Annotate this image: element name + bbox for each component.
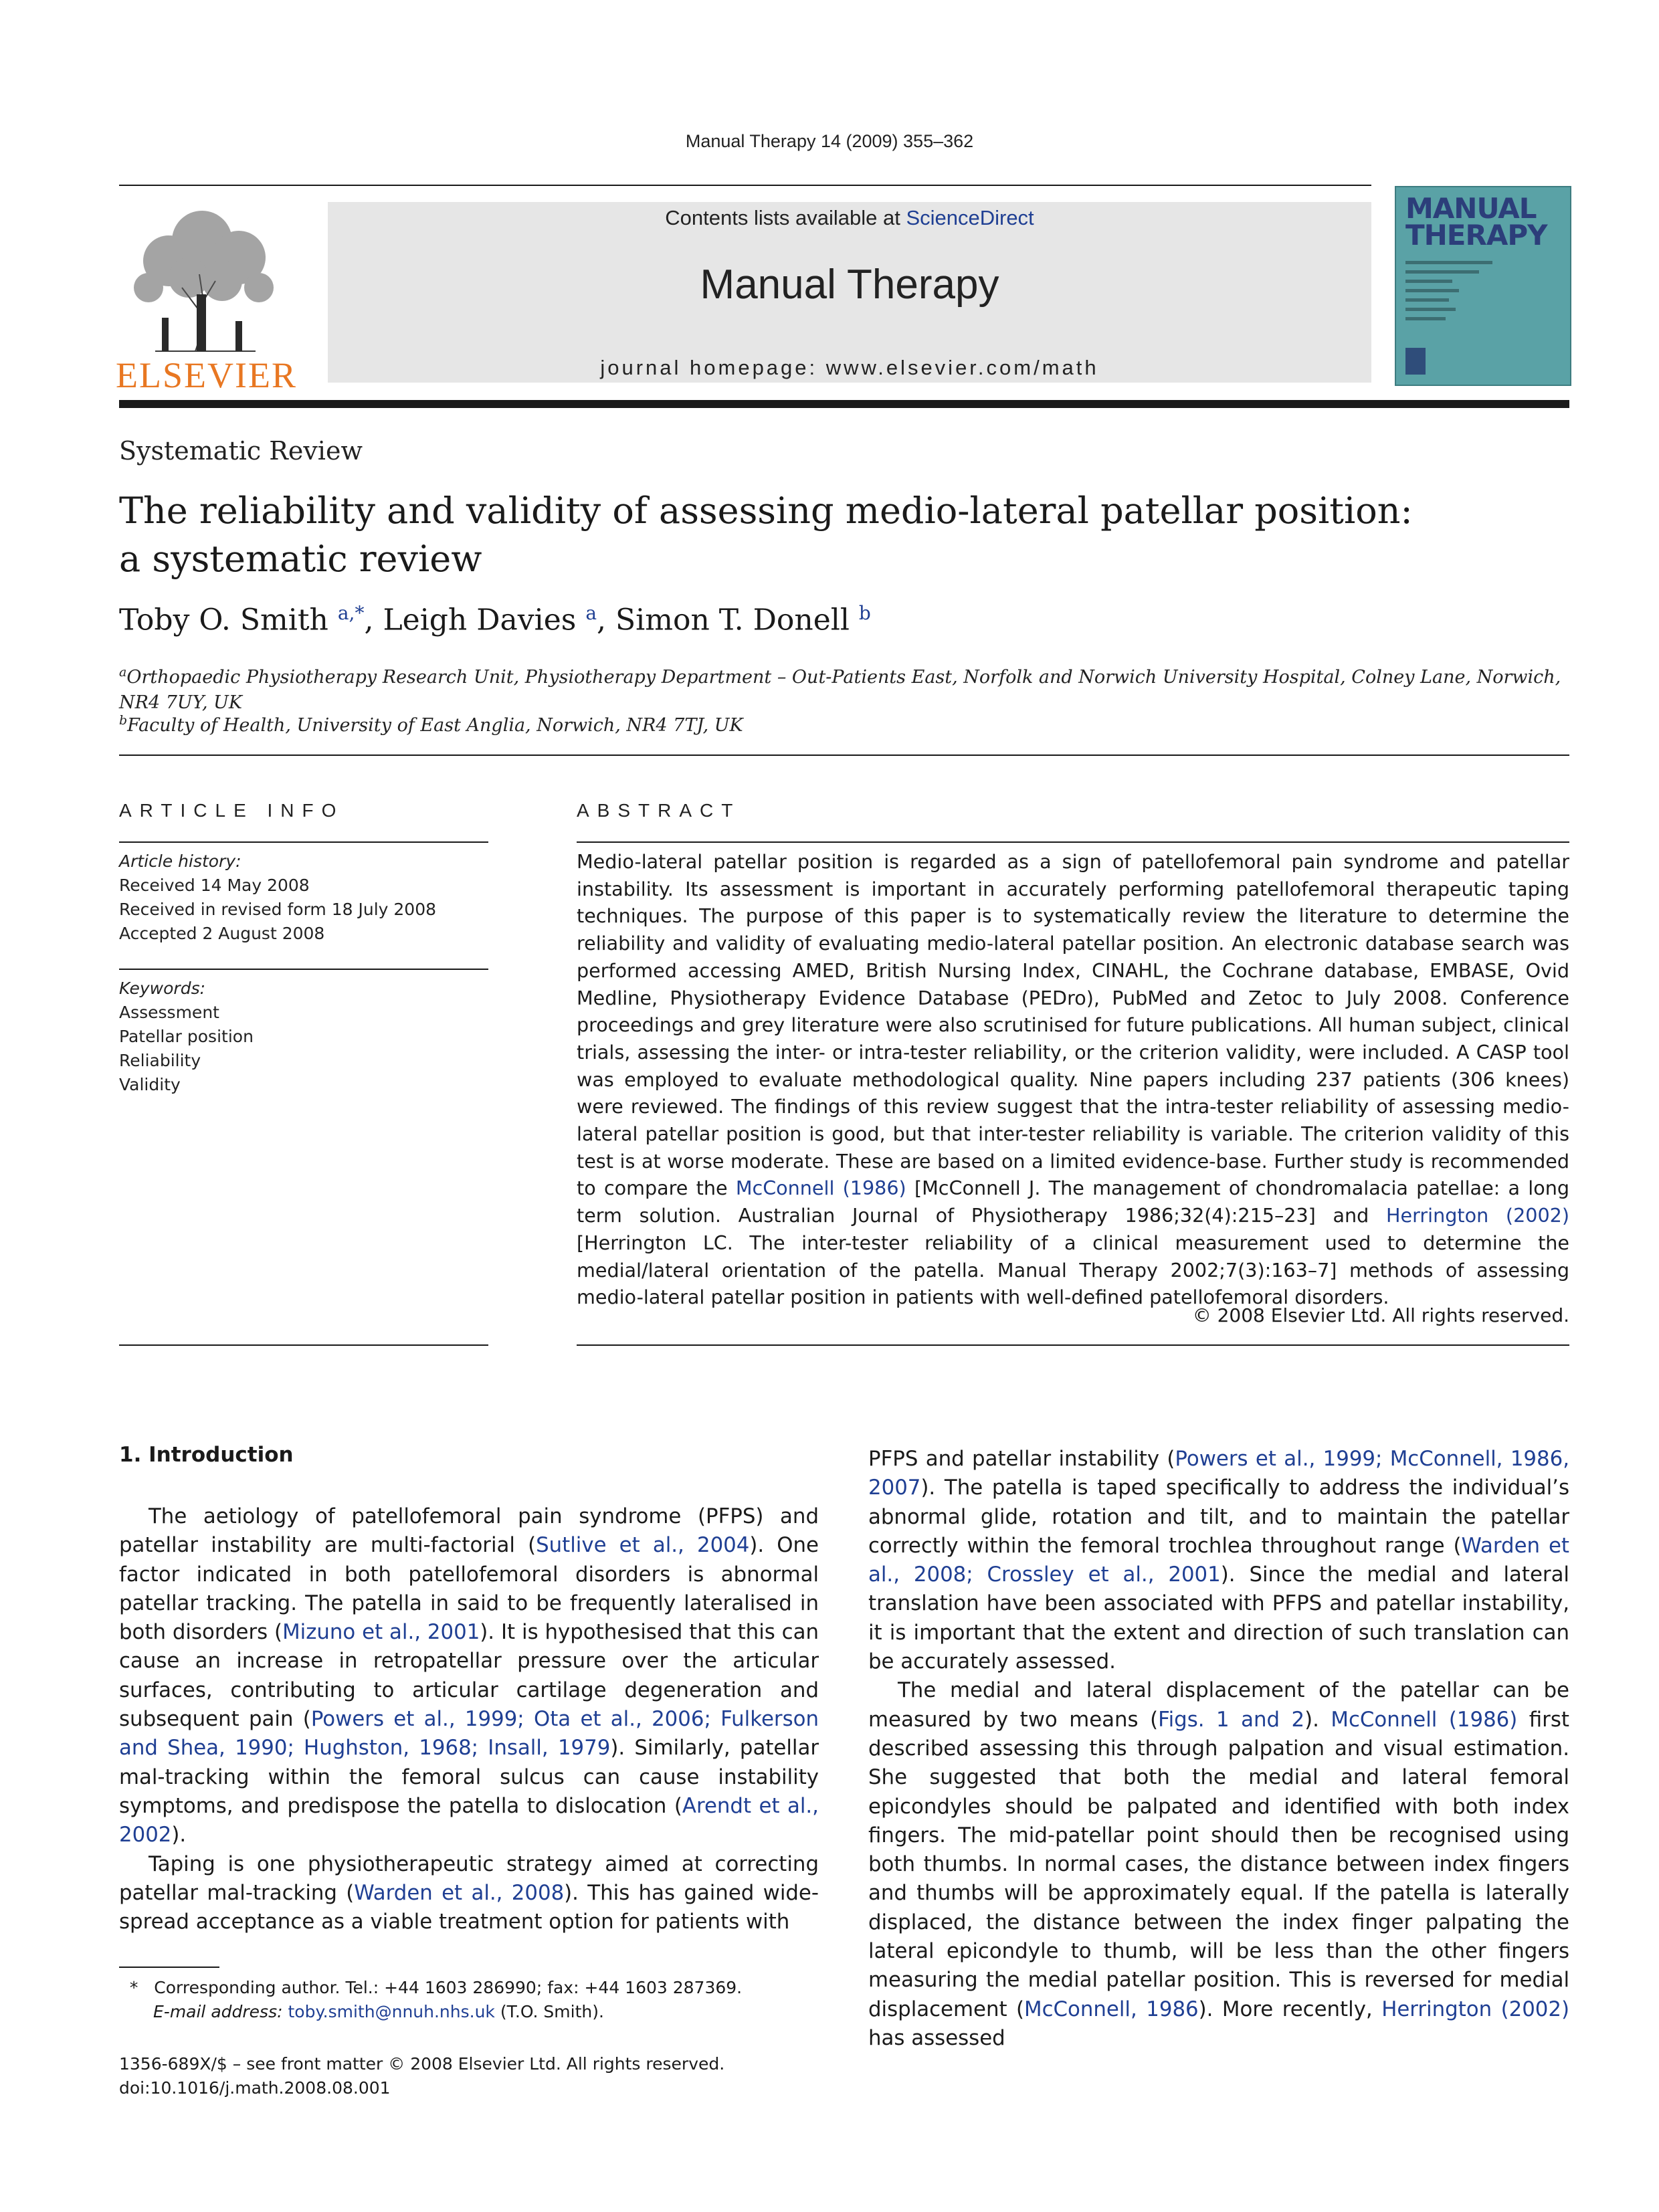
author-name: Leigh Davies (383, 603, 577, 637)
figure-link[interactable]: Figs. 1 and 2 (1158, 1707, 1305, 1732)
affiliation-mark: a (119, 665, 127, 680)
corresponding-line (119, 1976, 819, 2000)
paragraph (868, 1445, 1569, 1676)
text-run: ). This has gained wide-spread acceptance as a viable treatment option for patients with (119, 1880, 819, 1934)
keywords-label: Keywords: (119, 979, 206, 998)
text-run: ). Similarly, patellar mal-tracking within the femoral sulcus can cause instability symptoms, and predispose the patella to dislocation ( (119, 1736, 819, 1818)
cover-badge (1405, 348, 1426, 375)
text-run: ). (1304, 1707, 1331, 1732)
text-run: ). The patella is taped specifically to address the individual’s abnormal glide, rotation and tilt, and to maintain the patellar correctly within the femoral trochlea throughout range ( (868, 1476, 1569, 1558)
journal-header-box (328, 202, 1371, 383)
email-suffix: (T.O. Smith). (494, 2002, 604, 2021)
keywords-rule (119, 969, 488, 970)
citation-link[interactable]: Mizuno et al., 2001 (282, 1620, 480, 1645)
header-thick-rule (119, 400, 1569, 408)
citation-link[interactable]: McConnell (1986) (735, 1177, 906, 1200)
citation-link[interactable]: Arendt et al., 2002 (119, 1793, 819, 1847)
article-info-bottom-rule (119, 1344, 488, 1346)
text-run: ). (171, 1823, 187, 1847)
article-type: Systematic Review (119, 436, 363, 466)
text-run: The medial and lateral displacement of the patellar can be measured by two means ( (868, 1678, 1569, 1732)
affiliation-mark: b (119, 713, 128, 728)
corresponding-author-footnote (119, 1976, 819, 2024)
history-item: Received 14 May 2008 (119, 876, 310, 895)
abstract-copyright: © 2008 Elsevier Ltd. All rights reserved. (1192, 1304, 1569, 1326)
abstract-part: [McConnell J. The management of chondromalacia patellae: a long term solution. Australian Journal of Physiotherapy 1986;32(4):215–23] and (577, 1177, 1570, 1227)
cover-text-lines (1405, 261, 1499, 326)
history-item: Accepted 2 August 2008 (119, 924, 325, 943)
text-run: ). More recently, (1198, 1997, 1382, 2021)
section-heading-introduction: 1. Introduction (119, 1443, 294, 1467)
sciencedirect-link[interactable]: ScienceDirect (906, 206, 1034, 229)
cover-title (1405, 192, 1547, 252)
citation-link[interactable]: Warden et al., 2008 (354, 1880, 565, 1905)
front-matter (119, 2052, 819, 2100)
left-column (119, 1502, 819, 1936)
author-marks[interactable]: b (858, 602, 871, 624)
author-list: Toby O. Smith $^{a,*}$, Leigh Davies $^a$, Simon T. Donell $^b$ (119, 602, 871, 637)
contents-prefix: Contents lists available at (665, 206, 906, 229)
email-label: E-mail address: (153, 2002, 283, 2021)
elsevier-tree-logo (115, 201, 294, 355)
elsevier-wordmark: ELSEVIER (116, 355, 297, 395)
keyword: Reliability (119, 1051, 201, 1070)
citation-link[interactable]: McConnell, 1986 (1024, 1997, 1199, 2021)
author-name: Simon T. Donell (615, 603, 850, 637)
citation-link[interactable]: Herrington (2002) (1386, 1204, 1569, 1227)
citation-link[interactable]: McConnell (1986) (1331, 1707, 1518, 1732)
issn-line: 1356-689X/$ – see front matter © 2008 Elsevier Ltd. All rights reserved. (119, 2054, 725, 2074)
abstract-text (577, 848, 1569, 1311)
abstract-heading: ABSTRACT (577, 800, 741, 821)
text-run: first described assessing this through palpation and visual estimation. She suggested that both the medial and lateral femoral epicondyles should be palpated and identified with both index fingers. The mid-patellar point should then be recognised using both thumbs. In normal cases, the distance between index fingers and thumbs will be approximately equal. If the patella is laterally displaced, the distance between the index finger palpating the lateral epicondyle to thumb, will be less than the other fingers measuring the medial patellar position. This is reversed for medial displacement ( (868, 1707, 1569, 2021)
cover-title-line2: THERAPY (1405, 219, 1547, 252)
corresponding-text: Corresponding author. Tel.: +44 1603 286990; fax: +44 1603 287369. (154, 1978, 743, 1997)
cover-title-line1: MANUAL (1405, 192, 1537, 225)
text-run: ). One factor indicated in both patellofemoral disorders is abnormal patellar tracking. The patella in said to be frequently lateralised in both disorders ( (119, 1533, 819, 1645)
footnote-mark: * (129, 1978, 138, 1997)
contents-line (328, 206, 1371, 230)
author-marks[interactable]: a (585, 602, 597, 624)
affiliation-text: Orthopaedic Physiotherapy Research Unit, Physiotherapy Department – Out-Patients East, Norfolk and Norwich University Hospital, Colney Lane, Norwich, (126, 667, 1561, 688)
abstract-part: [Herrington LC. The inter-tester reliability of a clinical measurement used to determine the medial/lateral orientation of the patella. Manual Therapy 2002;7(3):163–7] methods of assessing medio-lateral patellar position in patients with well-defined patellofemoral disorders. (577, 1231, 1569, 1309)
author-marks[interactable]: a,* (337, 602, 365, 624)
article-info-heading: ARTICLE INFO (119, 800, 345, 821)
citation-link[interactable]: Powers et al., 1999; McConnell, 1986, 2007 (868, 1447, 1569, 1500)
affiliation-b (119, 708, 1569, 738)
affiliation-text: Faculty of Health, University of East Anglia, Norwich, NR4 7TJ, UK (127, 715, 743, 736)
citation-link[interactable]: Herrington (2002) (1381, 1997, 1570, 2021)
keyword: Assessment (119, 1003, 219, 1022)
article-title-line2: a systematic review (119, 538, 482, 580)
paragraph (868, 1676, 1569, 2053)
text-run: ). It is hypothesised that this can cause an increase in retropatellar pressure over the articular surfaces, contributing to articular cartilage degeneration and subsequent pain ( (119, 1620, 819, 1732)
paragraph (119, 1850, 819, 1937)
tree-icon (115, 201, 294, 355)
citation-link[interactable]: Powers et al., 1999; Ota et al., 2006; Fulkerson and Shea, 1990; Hughston, 1968; Insall, 1979 (119, 1707, 819, 1761)
article-title (119, 487, 1524, 583)
author-name: Toby O. Smith (119, 603, 328, 637)
article-title-line1: The reliability and validity of assessing medio-lateral patellar position: (119, 490, 1413, 532)
text-run: ). Since the medial and lateral translation have been associated with PFPS and patellar instability, it is important that the extent and direction of such translation can be accurately assessed. (868, 1563, 1569, 1674)
title-bottom-rule (119, 755, 1569, 756)
text-run: has assessed (868, 2025, 1005, 2050)
keyword: Validity (119, 1075, 181, 1094)
abstract-bottom-rule (577, 1344, 1569, 1346)
journal-homepage[interactable]: journal homepage: www.elsevier.com/math (600, 356, 1099, 379)
footnote-rule (119, 1967, 219, 1968)
text-run: The aetiology of patellofemoral pain syndrome (PFPS) and patellar instability are multi-factorial ( (119, 1504, 819, 1558)
article-info-rule (119, 841, 488, 843)
header-top-rule (119, 185, 1371, 186)
abstract-part: Medio-lateral patellar position is regarded as a sign of patellofemoral pain syndrome and patellar instability. Its assessment is important in accurately performing patellofemoral therapeutic taping techniques. The purpose of this paper is to systematically review the literature to determine the reliability and validity of evaluating medio-lateral patellar position. An electronic database search was performed accessing AMED, British Nursing Index, CINAHL, the Cochrane database, EMBASE, Ovid Medline, Physiotherapy Evidence Database (PEDro), PubMed and Zetoc to July 2008. Conference proceedings and grey literature were also scrutinised for future publications. All human subject, clinical trials, assessing the inter- or intra-tester reliability, or the criterion validity, were included. A CASP tool was employed to evaluate methodological quality. Nine papers including 237 patients (306 knees) were reviewed. The findings of this review suggest that the intra-tester reliability of assessing medio-lateral patellar position is good, but that inter-tester reliability is variable. The criterion validity of this test is at worse moderate. These are based on a limited evidence-base. Further study is recommended to compare the (577, 850, 1569, 1200)
text-run: Taping is one physiotherapeutic strategy aimed at correcting patellar mal-tracking ( (119, 1851, 819, 1905)
paragraph (119, 1502, 819, 1850)
citation-link[interactable]: Sutlive et al., 2004 (536, 1533, 750, 1558)
journal-citation: Manual Therapy 14 (2009) 355–362 (685, 131, 974, 151)
abstract-rule (577, 841, 1569, 843)
citation-link[interactable]: Warden et al., 2008; Crossley et al., 2001 (868, 1533, 1569, 1587)
email-line (119, 2000, 819, 2024)
right-column (868, 1445, 1569, 2053)
affiliation-text-cont: NR4 7UY, UK (119, 692, 243, 713)
journal-cover (1395, 186, 1571, 386)
history-item: Received in revised form 18 July 2008 (119, 900, 437, 919)
keywords (119, 977, 488, 1097)
keyword: Patellar position (119, 1027, 254, 1046)
text-run: PFPS and patellar instability ( (868, 1447, 1175, 1471)
history-label: Article history: (119, 851, 241, 871)
journal-title: Manual Therapy (700, 262, 999, 308)
doi-line[interactable]: doi:10.1016/j.math.2008.08.001 (119, 2078, 391, 2098)
email-link[interactable]: toby.smith@nnuh.nhs.uk (288, 2002, 495, 2021)
article-history (119, 849, 488, 946)
